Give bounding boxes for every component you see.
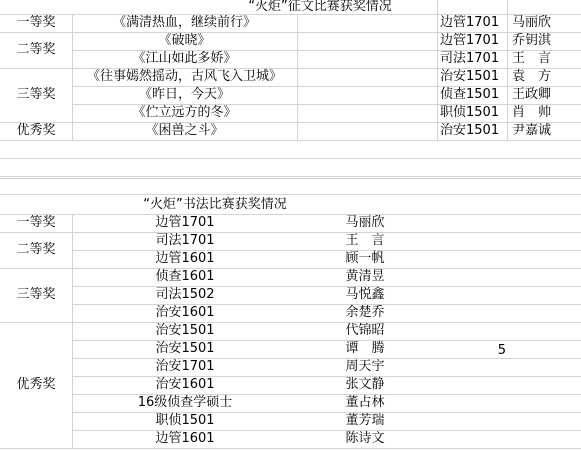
calligraphy-title[interactable]: “火炬”书法比赛获奖情况	[143, 197, 287, 212]
grid-hline	[0, 32, 72, 33]
essay-work-cell[interactable]: 《江山如此多娇》	[132, 51, 237, 66]
essay-name-cell[interactable]: 乔钥淇	[512, 33, 552, 48]
grid-hline	[0, 158, 581, 159]
calligraphy-name-cell[interactable]: 黄清昱	[345, 269, 385, 284]
calligraphy-class-cell[interactable]: 治安1601	[155, 305, 215, 320]
essay-work-cell[interactable]: 《往事嫣然摇动，古风飞入卫城》	[86, 69, 282, 84]
essay-prize-cell[interactable]: 优秀奖	[16, 123, 56, 138]
essay-work-cell[interactable]: 《破晓》	[158, 33, 211, 48]
essay-title[interactable]: “火炬”征文比赛获奖情况	[248, 0, 392, 14]
grid-hline	[0, 194, 581, 195]
calligraphy-prize-cell[interactable]: 一等奖	[16, 215, 56, 230]
essay-name-cell[interactable]: 王 言	[512, 51, 552, 66]
essay-name-cell[interactable]: 尹嘉诚	[512, 123, 552, 138]
calligraphy-class-cell[interactable]: 边管1601	[155, 251, 215, 266]
calligraphy-class-cell[interactable]: 16级侦查学硕士	[137, 395, 233, 410]
calligraphy-name-cell[interactable]: 马悦鑫	[345, 287, 385, 302]
grid-hline	[0, 448, 72, 449]
calligraphy-class-cell[interactable]: 治安1601	[155, 377, 215, 392]
essay-class-cell[interactable]: 司法1701	[440, 51, 500, 66]
calligraphy-class-cell[interactable]: 司法1502	[155, 287, 215, 302]
grid-hline	[0, 176, 581, 177]
calligraphy-name-cell[interactable]: 马丽欣	[345, 215, 385, 230]
calligraphy-class-cell[interactable]: 侦查1601	[155, 269, 215, 284]
essay-class-cell[interactable]: 治安1501	[440, 69, 500, 84]
essay-class-cell[interactable]: 治安1501	[440, 123, 500, 138]
calligraphy-prize-cell[interactable]: 二等奖	[16, 242, 56, 257]
calligraphy-class-cell[interactable]: 治安1701	[155, 359, 215, 374]
essay-work-cell[interactable]: 《满清热血，继续前行》	[112, 15, 256, 30]
grid-hline	[0, 178, 581, 179]
calligraphy-name-cell[interactable]: 董芳瑞	[345, 413, 385, 428]
essay-class-cell[interactable]: 职侦1501	[440, 105, 500, 120]
calligraphy-name-cell[interactable]: 余楚乔	[345, 305, 385, 320]
calligraphy-name-cell[interactable]: 周天宇	[345, 359, 385, 374]
essay-prize-cell[interactable]: 二等奖	[16, 42, 56, 57]
calligraphy-name-cell[interactable]: 谭 腾	[345, 341, 385, 356]
calligraphy-class-cell[interactable]: 司法1701	[155, 233, 215, 248]
calligraphy-name-cell[interactable]: 张文静	[345, 377, 385, 392]
calligraphy-name-cell[interactable]: 顾一帆	[345, 251, 385, 266]
stray-number-cell[interactable]: 5	[497, 343, 506, 358]
calligraphy-name-cell[interactable]: 代锦昭	[345, 323, 385, 338]
grid-vline	[437, 0, 438, 140]
calligraphy-prize-cell[interactable]: 三等奖	[16, 287, 56, 302]
essay-name-cell[interactable]: 王政卿	[512, 87, 552, 102]
calligraphy-name-cell[interactable]: 王 言	[345, 233, 385, 248]
grid-hline	[0, 322, 72, 323]
essay-prize-cell[interactable]: 三等奖	[16, 87, 56, 102]
essay-class-cell[interactable]: 侦查1501	[440, 87, 500, 102]
grid-vline	[507, 0, 508, 140]
essay-prize-cell[interactable]: 一等奖	[16, 15, 56, 30]
calligraphy-name-cell[interactable]: 陈诗文	[345, 431, 385, 446]
calligraphy-class-cell[interactable]: 治安1501	[155, 323, 215, 338]
calligraphy-name-cell[interactable]: 董占林	[345, 395, 385, 410]
grid-hline	[0, 268, 72, 269]
calligraphy-class-cell[interactable]: 职侦1501	[155, 413, 215, 428]
essay-work-cell[interactable]: 《困兽之斗》	[145, 123, 224, 138]
essay-class-cell[interactable]: 边管1701	[440, 15, 500, 30]
essay-name-cell[interactable]: 袁 方	[512, 69, 552, 84]
calligraphy-class-cell[interactable]: 边管1701	[155, 215, 215, 230]
calligraphy-class-cell[interactable]: 治安1501	[155, 341, 215, 356]
calligraphy-class-cell[interactable]: 边管1601	[155, 431, 215, 446]
grid-hline	[72, 448, 581, 449]
essay-class-cell[interactable]: 边管1701	[440, 33, 500, 48]
essay-work-cell[interactable]: 《昨日，今天》	[138, 87, 230, 102]
grid-hline	[0, 232, 72, 233]
essay-name-cell[interactable]: 肖 帅	[512, 105, 552, 120]
grid-hline	[0, 68, 72, 69]
grid-hline	[0, 140, 581, 141]
essay-work-cell[interactable]: 《伫立远方的冬》	[132, 105, 237, 120]
calligraphy-prize-cell[interactable]: 优秀奖	[16, 377, 56, 392]
essay-name-cell[interactable]: 马丽欣	[512, 15, 552, 30]
